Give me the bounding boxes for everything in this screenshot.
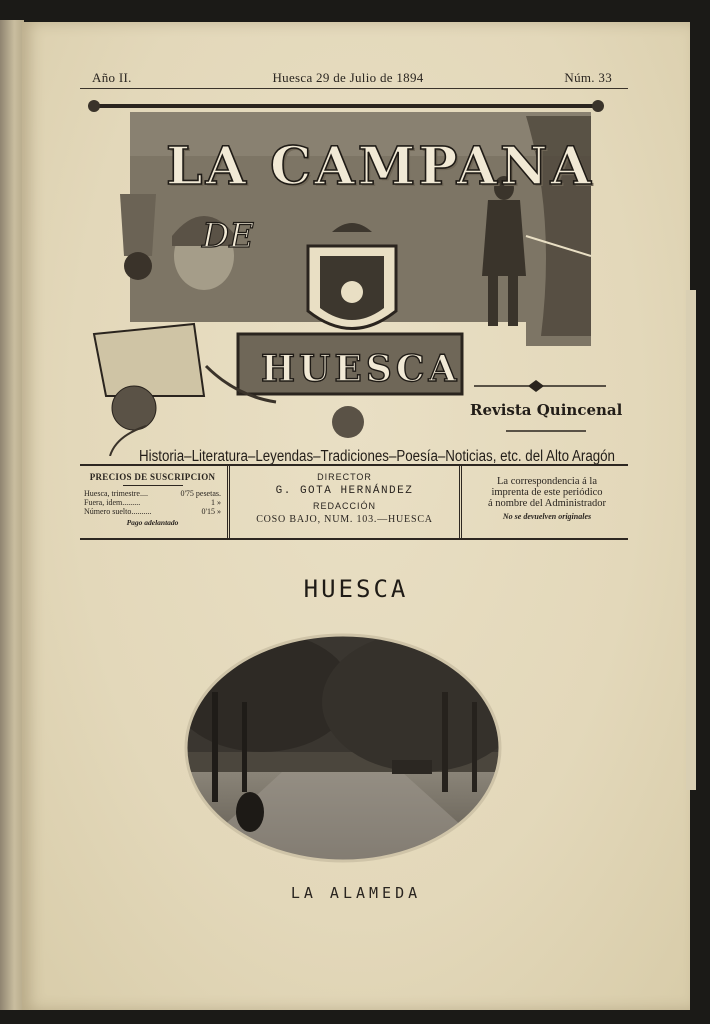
masthead-subtitle: Historia–Literatura–Leyendas–Tradiciones–Poesía–Noticias, etc. del Alto Aragón bbox=[139, 448, 615, 465]
masthead bbox=[86, 96, 634, 465]
masthead-title-de: DE bbox=[202, 216, 255, 256]
subscription-prices bbox=[80, 466, 230, 538]
price-row: Huesca, trimestre.... 0'75 pesetas. bbox=[84, 489, 221, 498]
correspondence-info bbox=[462, 466, 628, 538]
price-row: Número suelto.......... 0'15 » bbox=[84, 507, 221, 516]
info-box bbox=[80, 464, 628, 540]
header-rule bbox=[80, 88, 628, 89]
redaccion-label: REDACCIÓN bbox=[312, 501, 376, 511]
masthead-tagline: Revista Quincenal bbox=[470, 401, 623, 419]
correspondence-line: imprenta de este periódico bbox=[491, 487, 603, 498]
photo-image bbox=[182, 632, 504, 864]
issue-number: Núm. 33 bbox=[564, 70, 612, 85]
section-title: HUESCA bbox=[303, 575, 409, 603]
direction-info bbox=[230, 466, 462, 538]
subscription-title: PRECIOS DE SUSCRIPCION bbox=[89, 472, 216, 482]
correspondence-line: á nombre del Administrador bbox=[487, 498, 607, 509]
year-label: Año II. bbox=[92, 70, 132, 85]
previous-page-edge bbox=[0, 20, 24, 1010]
date-place: Huesca 29 de Julio de 1894 bbox=[272, 70, 424, 85]
director-label: DIRECTOR bbox=[317, 472, 372, 482]
masthead-title: LA CAMPANA bbox=[166, 136, 594, 197]
newspaper-page bbox=[22, 22, 690, 1010]
director-name: G. GOTA HERNÁNDEZ bbox=[275, 485, 414, 497]
masthead-city: HUESCA bbox=[261, 348, 461, 390]
correspondence-line: La correspondencia á la bbox=[497, 476, 597, 487]
alameda-photo bbox=[182, 632, 504, 864]
issue-header-line bbox=[92, 70, 612, 86]
price-row: Fuera, idem......... 1 » bbox=[84, 498, 221, 507]
originals-note: No se devuelven originales bbox=[502, 512, 592, 521]
page-edge-strip bbox=[686, 290, 696, 790]
redaccion-address: COSO BAJO, NUM. 103.—HUESCA bbox=[256, 514, 433, 525]
payment-note: Pago adelantado bbox=[126, 518, 179, 527]
photo-caption: LA ALAMEDA bbox=[290, 884, 422, 902]
